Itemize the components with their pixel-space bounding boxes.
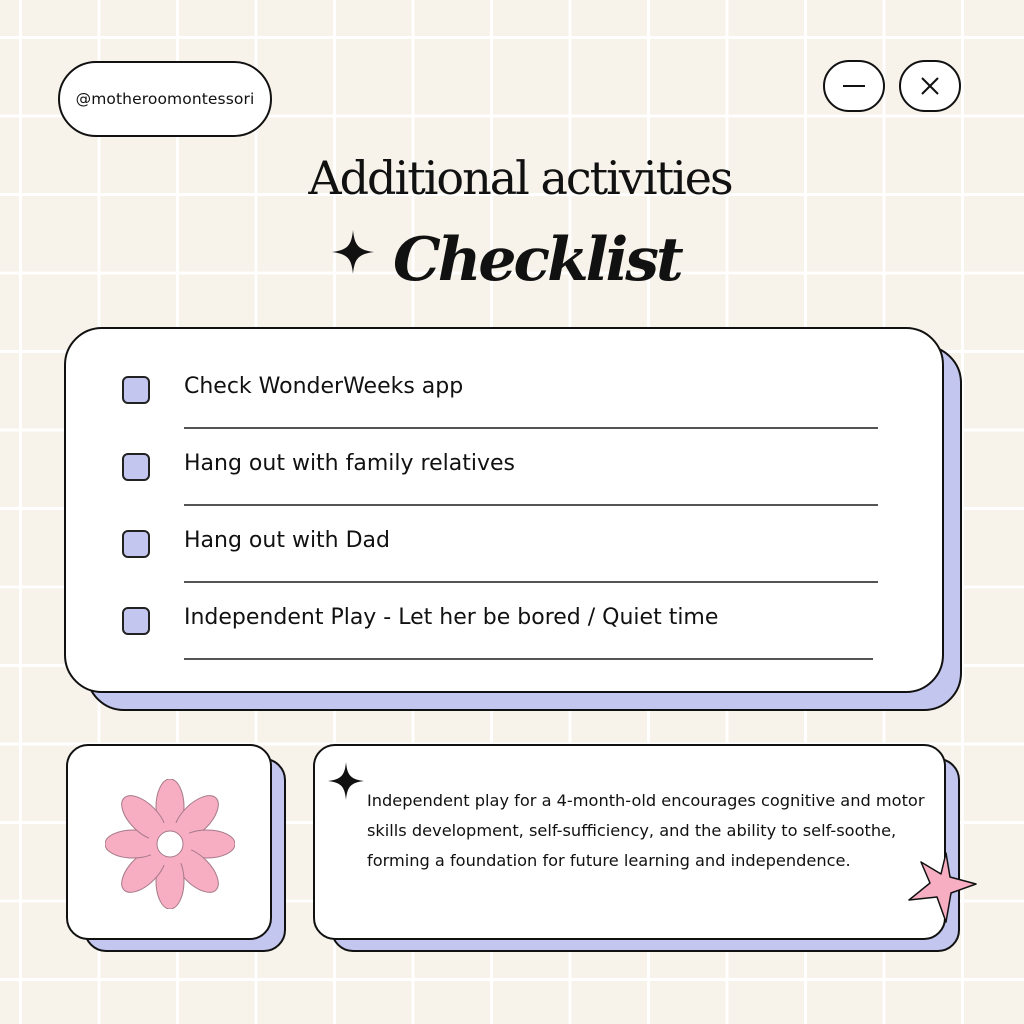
handle-text: @motheroomontessori [75,90,255,108]
star-icon [904,850,980,926]
checklist-item-label: Hang out with Dad [184,528,391,553]
close-icon [919,75,941,97]
list-item[interactable] [66,582,946,659]
page-title: Additional activities [308,151,732,205]
minus-icon [841,83,867,89]
checkbox[interactable] [122,376,150,404]
checklist-item-label: Independent Play - Let her be bored / Quiet time [184,605,719,630]
flower-card [66,744,272,940]
checklist-item-label: Check WonderWeeks app [184,374,464,399]
checklist-item-label: Hang out with family relatives [184,451,515,476]
description-text: Independent play for a 4-month-old encourages cognitive and motor skills development, self-sufficiency, and the ability to self-soothe, forming a foundation for future learning and independence. [367,791,925,870]
checklist-card [64,327,944,693]
minimize-button[interactable] [823,60,885,112]
list-item[interactable] [66,351,946,428]
close-button[interactable] [899,60,961,112]
page-subtitle: Checklist [393,225,681,295]
checkbox[interactable] [122,453,150,481]
handle-badge [58,61,272,137]
list-item[interactable] [66,505,946,582]
list-item[interactable] [66,428,946,505]
divider [184,658,873,660]
sparkle-icon [328,762,364,800]
checkbox[interactable] [122,530,150,558]
checkbox[interactable] [122,607,150,635]
flower-icon [105,779,235,909]
sparkle-icon [332,230,374,274]
